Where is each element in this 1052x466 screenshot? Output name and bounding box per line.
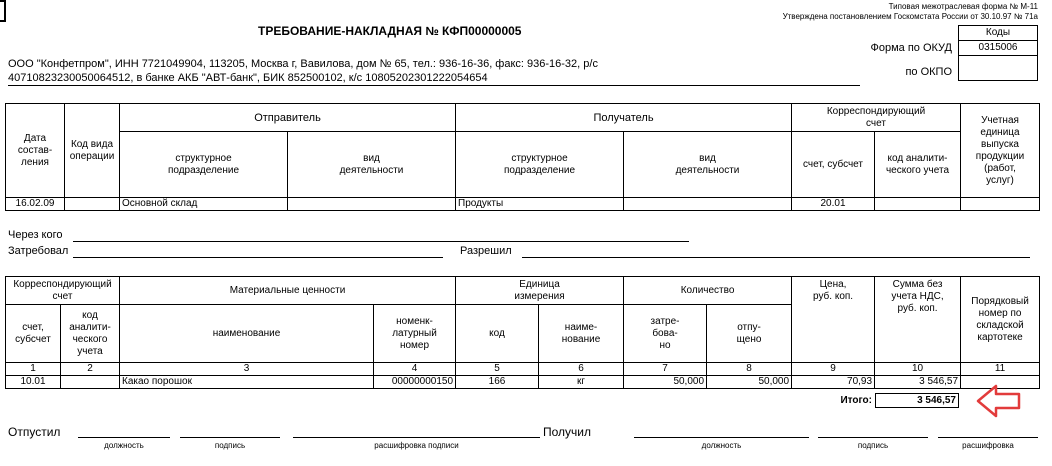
item-requested-qty: 50,000 <box>624 376 707 389</box>
item-name-header: наименование <box>120 305 374 363</box>
released-position-line <box>78 437 170 438</box>
row-opcode <box>65 198 120 211</box>
col-number: 11 <box>961 363 1040 376</box>
requested-qty-header: затре- бова- но <box>624 305 707 363</box>
received-position-line <box>634 437 809 438</box>
row-account: 20.01 <box>792 198 875 211</box>
table-row <box>6 376 1040 389</box>
allowed-line <box>522 257 1030 258</box>
item-nomenclature: 00000000150 <box>374 376 456 389</box>
unit-code-header: код <box>456 305 539 363</box>
row-unit <box>961 198 1040 211</box>
corr-account-header: Корреспондирующий счет <box>792 104 961 132</box>
sender-header: Отправитель <box>120 104 456 132</box>
okpo-label: по ОКПО <box>905 66 952 78</box>
okpo-value <box>959 56 1038 81</box>
nomenclature-header: номенк- латурный номер <box>374 305 456 363</box>
quantity-header: Количество <box>624 277 792 305</box>
item-released-qty: 50,000 <box>707 376 792 389</box>
released-label: Отпустил <box>8 425 61 439</box>
row-analytic <box>875 198 961 211</box>
table-row <box>6 198 1040 211</box>
through-label: Через кого <box>8 229 63 241</box>
row-receiver-activity <box>624 198 792 211</box>
codes-label: Коды <box>959 26 1038 41</box>
arrow-icon <box>976 384 1022 418</box>
released-decode-line <box>293 437 540 438</box>
price-header: Цена, руб. коп. <box>792 277 875 363</box>
org-line-1: ООО "Конфетпром", ИНН 7721049904, 113205, Москва г, Вавилова, дом № 65, тел.: 936-16-36, факс: 936-16-32, р/с <box>8 58 598 70</box>
row-sender-dept: Основной склад <box>120 198 288 211</box>
receiver-activity-header: вид деятельности <box>624 132 792 198</box>
received-label: Получил <box>543 425 591 439</box>
sender-receiver-table <box>5 103 1040 211</box>
analytic-header: код аналити- ческого учета <box>875 132 961 198</box>
col-number: 7 <box>624 363 707 376</box>
item-account: 10.01 <box>6 376 61 389</box>
org-underline <box>8 85 860 86</box>
material-header: Материальные ценности <box>120 277 456 305</box>
codes-table <box>958 25 1038 81</box>
released-signature-line <box>180 437 280 438</box>
col-number: 3 <box>120 363 374 376</box>
item-analytic-header: код аналити- ческого учета <box>61 305 120 363</box>
through-line <box>73 241 689 242</box>
received-signature-line <box>818 437 928 438</box>
document-title: ТРЕБОВАНИЕ-НАКЛАДНАЯ № КФП00000005 <box>258 24 522 38</box>
col-number: 2 <box>61 363 120 376</box>
col-number: 10 <box>875 363 961 376</box>
form-type: Типовая межотраслевая форма № М-11 <box>888 2 1038 11</box>
signature-caption: подпись <box>857 441 889 450</box>
item-price: 70,93 <box>792 376 875 389</box>
receiver-header: Получатель <box>456 104 792 132</box>
org-line-2: 40710823230050064512, в банке АКБ "АВТ-банк", БИК 852500102, к/с 10805202301222054654 <box>8 72 488 84</box>
receiver-dept-header: структурное подразделение <box>456 132 624 198</box>
item-sum: 3 546,57 <box>875 376 961 389</box>
unit-header: Единица измерения <box>456 277 624 305</box>
total-value: 3 546,57 <box>875 393 959 408</box>
row-sender-activity <box>288 198 456 211</box>
item-analytic <box>61 376 120 389</box>
received-decode-line <box>938 437 1038 438</box>
col-number: 4 <box>374 363 456 376</box>
items-table <box>5 276 1040 389</box>
position-caption: должность <box>104 441 144 450</box>
corner-mark <box>0 0 6 22</box>
item-unit-name: кг <box>539 376 624 389</box>
date-header: Дата состав- ления <box>6 104 65 198</box>
okud-value: 0315006 <box>959 41 1038 56</box>
row-date: 16.02.09 <box>6 198 65 211</box>
total-label: Итого: <box>840 395 872 406</box>
opcode-header: Код вида операции <box>65 104 120 198</box>
approved-note: Утверждена постановлением Госкомстата России от 30.10.97 № 71а <box>782 12 1038 21</box>
column-numbers-row <box>6 363 1040 376</box>
col-number: 8 <box>707 363 792 376</box>
item-unit-code: 166 <box>456 376 539 389</box>
item-account-header: счет, субсчет <box>6 305 61 363</box>
requested-line <box>73 257 443 258</box>
requested-label: Затребовал <box>8 245 69 257</box>
signature-caption: подпись <box>214 441 246 450</box>
sender-activity-header: вид деятельности <box>288 132 456 198</box>
unit-name-header: наиме- нование <box>539 305 624 363</box>
row-receiver-dept: Продукты <box>456 198 624 211</box>
signature-decode-caption: расшифровка подписи <box>374 441 459 450</box>
corr-account-header: Корреспондирующий счет <box>6 277 120 305</box>
decode-caption: расшифровка <box>962 441 1014 450</box>
sender-dept-header: структурное подразделение <box>120 132 288 198</box>
item-name: Какао порошок <box>120 376 374 389</box>
position-caption: должность <box>701 441 742 450</box>
allowed-label: Разрешил <box>460 245 512 257</box>
col-number: 1 <box>6 363 61 376</box>
col-number: 5 <box>456 363 539 376</box>
col-number: 6 <box>539 363 624 376</box>
account-header: счет, субсчет <box>792 132 875 198</box>
released-qty-header: отпу- щено <box>707 305 792 363</box>
okud-label: Форма по ОКУД <box>870 42 952 54</box>
unit-header: Учетная единица выпуска продукции (работ, услуг) <box>961 104 1040 198</box>
sum-header: Сумма без учета НДС, руб. коп. <box>875 277 961 363</box>
col-number: 9 <box>792 363 875 376</box>
order-number-header: Порядковый номер по складской картотеке <box>961 277 1040 363</box>
